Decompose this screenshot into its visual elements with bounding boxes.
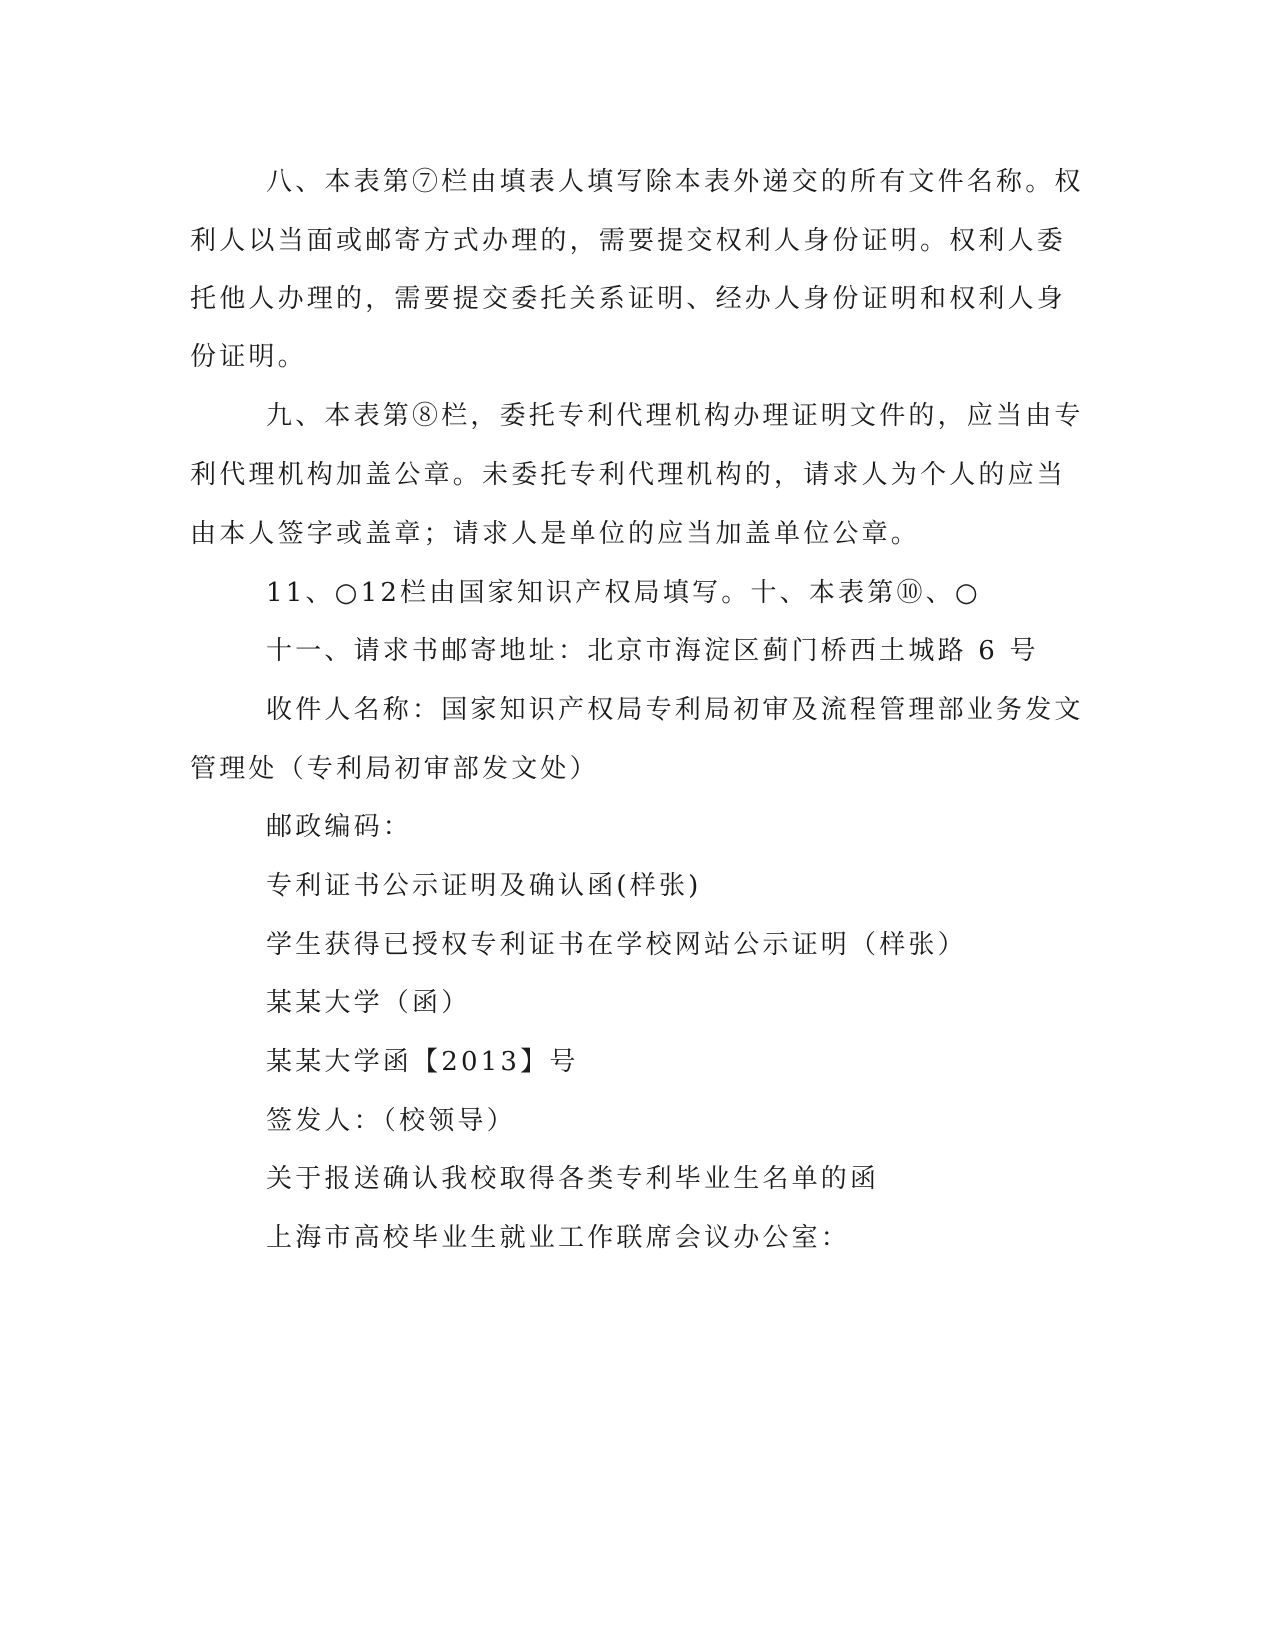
paragraph-10-line: 11、○12栏由国家知识产权局填写。十、本表第⑩、○: [266, 578, 981, 608]
paragraph-8-line-1: 八、本表第⑦栏由填表人填写除本表外递交的所有文件名称。权: [266, 167, 1084, 197]
paragraph-8-line-2: 利人以当面或邮寄方式办理的，需要提交权利人身份证明。权利人委: [190, 226, 1067, 256]
paragraph-8-line-4: 份证明。: [190, 342, 307, 372]
sample-heading: 专利证书公示证明及确认函(样张): [266, 871, 702, 901]
letter-number: 某某大学函【2013】号: [266, 1047, 579, 1077]
paragraph-8-line-3: 托他人办理的，需要提交委托关系证明、经办人身份证明和权利人身: [190, 284, 1067, 314]
postal-code: 邮政编码：: [266, 812, 413, 842]
university-letter-title: 某某大学（函）: [266, 988, 471, 1018]
recipient-name-line-1: 收件人名称：国家知识产权局专利局初审及流程管理部业务发文: [266, 695, 1084, 725]
letter-addressee: 上海市高校毕业生就业工作联席会议办公室：: [266, 1223, 851, 1253]
signatory: 签发人：（校领导）: [266, 1106, 516, 1136]
paragraph-9-line-3: 由本人签字或盖章；请求人是单位的应当加盖单位公章。: [190, 519, 921, 549]
letter-subject: 关于报送确认我校取得各类专利毕业生名单的函: [266, 1164, 880, 1194]
paragraph-9-line-1: 九、本表第⑧栏，委托专利代理机构办理证明文件的，应当由专: [266, 401, 1084, 431]
paragraph-9-line-2: 利代理机构加盖公章。未委托专利代理机构的，请求人为个人的应当: [190, 460, 1067, 490]
sample-subheading: 学生获得已授权专利证书在学校网站公示证明（样张）: [266, 930, 967, 960]
recipient-name-line-2: 管理处（专利局初审部发文处）: [190, 754, 599, 784]
mailing-address: 十一、请求书邮寄地址：北京市海淀区蓟门桥西土城路 6 号: [266, 636, 1039, 666]
